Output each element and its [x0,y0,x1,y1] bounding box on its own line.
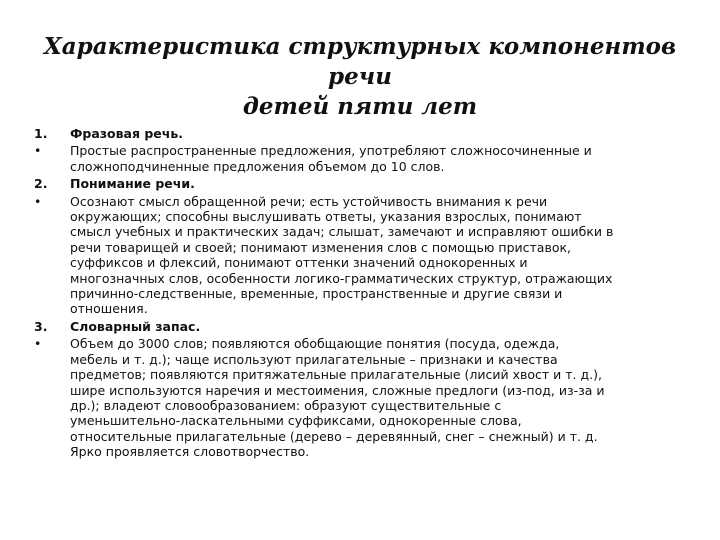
bullet-line: Ярко проявляется словотворчество. [70,444,310,460]
bullet-line: отношения. [70,301,148,317]
bullet-line: уменьшительно-ласкательными суффиксами, однокоренные слова, [70,413,522,429]
slide-title [30,32,690,122]
bullet-text [70,194,674,317]
bullet-line: Осознают смысл обращенной речи; есть устойчивость внимания к речи [70,193,548,209]
bullet-line: причинно-следственные, временные, пространственные и другие связи и [70,286,563,302]
bullet-line: окружающих; способны выслушивать ответы, указания взрослых, понимают [70,209,582,225]
section-heading-row [34,126,674,141]
bullet-line: речи товарищей и своей; понимают изменения слов с помощью приставок, [70,239,572,255]
bullet-row [34,336,674,459]
bullet-line: сложноподчиненные предложения объемом до 10 слов. [70,158,445,174]
bullet-row [34,143,674,174]
bullet-line: суффиксов и флексий, понимают оттенки значений однокоренных и [70,255,528,271]
section-heading: Фразовая речь. [70,126,184,141]
bullet-marker: • [34,193,42,209]
bullet-text [70,336,674,459]
title-line: детей пяти лет [242,93,478,120]
section-heading-row [34,176,674,191]
bullet-line: смысл учебных и практических задач; слышат, замечают и исправляют ошибки в [70,224,614,240]
title-line: Характеристика структурных компонентов речи [43,33,677,90]
bullet-marker: • [34,336,42,352]
bullet-line: др.); владеют словообразованием: образуют существительные с [70,397,502,413]
bullet-line: Простые распространенные предложения, употребляют сложносочиненные и [70,143,592,159]
bullet-marker: • [34,143,42,159]
bullet-line: многозначных слов, особенности логико-грамматических структур, отражающих [70,270,613,286]
bullet-line: Объем до 3000 слов; появляются обобщающие понятия (посуда, одежда, [70,336,560,352]
bullet-line: предметов; появляются притяжательные прилагательные (лисий хвост и т. д.), [70,367,602,383]
bullet-text [70,143,674,174]
bullet-line: шире используются наречия и местоимения, сложные предлоги (из-под, из-за и [70,382,605,398]
section-heading: Понимание речи. [70,176,195,192]
bullet-line: относительные прилагательные (дерево – деревянный, снег – снежный) и т. д. [70,428,598,444]
section-heading-row [34,319,674,334]
bullet-line: мебель и т. д.); чаще используют прилагательные – признаки и качества [70,351,558,367]
section-number: 2. [34,176,48,192]
content-list [34,126,674,460]
section-heading: Словарный запас. [70,318,201,334]
section-number: 3. [34,318,48,334]
bullet-row [34,194,674,317]
section-number: 1. [34,126,48,141]
